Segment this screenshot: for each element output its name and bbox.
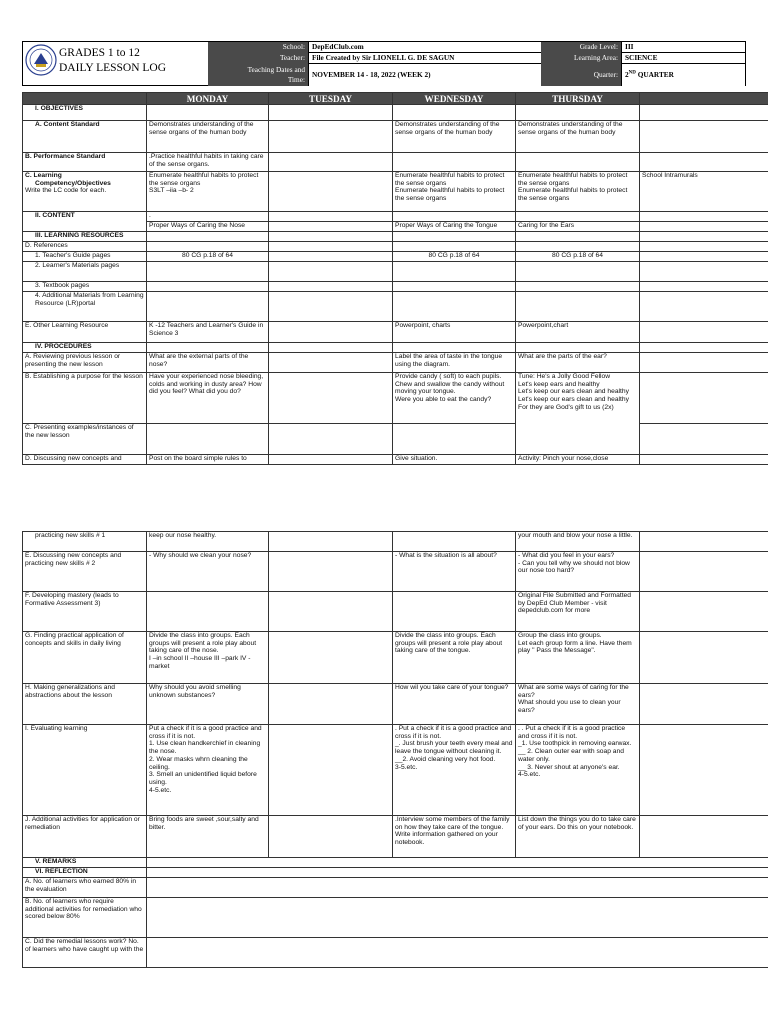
- olr-row: [23, 322, 768, 343]
- am-row: [23, 292, 768, 322]
- am-label: 4. Additional Materials from Learning Resource (LR)portal: [23, 292, 147, 322]
- evaluating-mon: Put a check if it is a good practice and cross if it is not. 1. Use clean handkerchief in cleaning the nose. 2. Wear masks whrn cleaning the ceiling. 3. Smell an unidentified liquid before using. 4-5.etc.: [147, 725, 269, 816]
- area-value: SCIENCE: [621, 53, 745, 64]
- grade-label: Grade Level:: [541, 42, 621, 53]
- reflection-row: [23, 868, 768, 878]
- olr-label: E. Other Learning Resource: [23, 322, 147, 343]
- day-header-blank: [23, 93, 147, 105]
- tb-label: 3. Textbook pages: [23, 282, 147, 292]
- performance-mon: .Practice healthful habits in taking care of the sense organs.: [147, 153, 269, 172]
- content-standard-thu: Demonstrates understanding of the sense organs of the human body: [516, 121, 640, 153]
- teacher-label: Teacher:: [208, 53, 308, 64]
- discussing2-wed: - What is the situation is all about?: [393, 552, 516, 592]
- generalization-thu: What are some ways of caring for the ears? What should you use to clean your ears?: [516, 684, 640, 725]
- mastery-label: F. Developing mastery (leads to Formative Assessment 3): [23, 592, 147, 632]
- competency-thu: Enumerate healthful habits to protect the sense organs Enumerate healthful habits to protect the sense organs: [516, 172, 640, 212]
- purpose-mon: Have your experienced nose bleeding, colds and working in dusty area? How did you feel? What did you do?: [147, 373, 269, 424]
- performance-label: B. Performance Standard: [23, 153, 147, 172]
- remarks-label: V. REMARKS: [23, 858, 147, 868]
- remarks-row: [23, 858, 768, 868]
- objectives-row: [23, 105, 768, 121]
- content-standard-mon: Demonstrates understanding of the sense organs of the human body: [147, 121, 269, 153]
- reflection-a-row: [23, 878, 768, 898]
- reflection-label: VI. REFLECTION: [23, 868, 147, 878]
- content-mon: Proper Ways of Caring the Nose: [147, 222, 269, 232]
- teacher-value: File Created by Sir LIONELL G. DE SAGUN: [308, 53, 541, 64]
- practical-label: G. Finding practical application of concepts and skills in daily living: [23, 632, 147, 684]
- competency-wed: Enumerate healthful habits to protect the sense organs Enumerate healthful habits to protect the sense organs: [393, 172, 516, 212]
- evaluating-label: I. Evaluating learning: [23, 725, 147, 816]
- competency-row: [23, 172, 768, 212]
- additional-label: J. Additional activities for application or remediation: [23, 816, 147, 858]
- dates-label: Teaching Dates and Time:: [208, 64, 308, 86]
- olr-thu: Powerpoint,chart: [516, 322, 640, 343]
- reflection-b-row: [23, 898, 768, 938]
- references-row: [23, 242, 768, 252]
- generalization-mon: Why should you avoid smelling unknown substances?: [147, 684, 269, 725]
- presenting-row: [23, 424, 768, 455]
- content-standard-wed: Demonstrates understanding of the sense organs of the human body: [393, 121, 516, 153]
- practical-mon: Divide the class into groups. Each groups will present a role play about taking care of the nose. I –in school II –house III –park IV -market: [147, 632, 269, 684]
- review-row: [23, 353, 768, 373]
- competency-fri: School Intramurals: [640, 172, 768, 212]
- resources-row: [23, 232, 768, 242]
- reflection-b-label: B. No. of learners who require additional activities for remediation who scored below 80%: [23, 898, 147, 938]
- practical-row: [23, 632, 768, 684]
- discussing1-mon: Post on the board simple rules to: [147, 455, 269, 465]
- competency-mon: Enumerate healthful habits to protect the sense organs S3LT –iia –b- 2: [147, 172, 269, 212]
- olr-mon: K -12 Teachers and Learner's Guide in Science 3: [147, 322, 269, 343]
- lesson-table-page1: [22, 92, 768, 465]
- competency-label: C. Learning Competency/Objectives Write the LC code for each.: [23, 172, 147, 212]
- procedures-row: [23, 343, 768, 353]
- reflection-c-label: C. Did the remedial lessons work? No. of learners who have caught up with the: [23, 938, 147, 968]
- review-wed: Label the area of taste in the tongue using the diagram.: [393, 353, 516, 373]
- generalization-wed: How wil you take care of your tongue?: [393, 684, 516, 725]
- practical-wed: Divide the class into groups. Each groups will present a role play about taking care of the tongue.: [393, 632, 516, 684]
- resources-label: III. LEARNING RESOURCES: [23, 232, 147, 242]
- additional-wed: .Interview some members of the family on how they take care of the tongue. Write information gathered on your notebook.: [393, 816, 516, 858]
- quarter-value: 2ND QUARTER: [621, 64, 745, 86]
- reflection-a-label: A. No. of learners who earned 80% in the evaluation: [23, 878, 147, 898]
- review-thu: What are the parts of the ear?: [516, 353, 640, 373]
- content-wed: Proper Ways of Caring the Tongue: [393, 222, 516, 232]
- area-label: Learning Area:: [541, 53, 621, 64]
- tg-row: [23, 252, 768, 262]
- day-tuesday: TUESDAY: [269, 93, 393, 105]
- references-label: D. References: [23, 242, 147, 252]
- lesson-table-page2: [22, 531, 768, 968]
- lm-label: 2. Learner's Materials pages: [23, 262, 147, 282]
- dates-value: NOVEMBER 14 - 18, 2022 (WEEK 2): [308, 64, 541, 86]
- discussing2-thu: - What did you feel in your ears? - Can you tell why we should not blow our nose too hard?: [516, 552, 640, 592]
- additional-thu: List down the things you do to take care of your ears. Do this on your notebook.: [516, 816, 640, 858]
- additional-mon: Bring foods are sweet ,sour,salty and bitter.: [147, 816, 269, 858]
- day-thursday: THURSDAY: [516, 93, 640, 105]
- performance-row: [23, 153, 768, 172]
- day-friday: [640, 93, 768, 105]
- generalization-row: [23, 684, 768, 725]
- deped-seal-icon: [25, 44, 57, 76]
- content-mon-top: .: [147, 212, 269, 222]
- discussing2-label: E. Discussing new concepts and practicing new skills # 2: [23, 552, 147, 592]
- p2-discussing1-label: practicing new skills # 1: [23, 532, 147, 552]
- tg-label: 1. Teacher's Guide pages: [23, 252, 147, 262]
- mastery-row: [23, 592, 768, 632]
- tg-mon: 80 CG p.18 of 64: [147, 252, 269, 262]
- practical-thu: Group the class into groups. Let each group form a line. Have them play " Pass the Message".: [516, 632, 640, 684]
- tg-thu: 80 CG p.18 of 64: [516, 252, 640, 262]
- procedures-label: IV. PROCEDURES: [23, 343, 147, 353]
- review-label: A. Reviewing previous lesson or presenting the new lesson: [23, 353, 147, 373]
- header-block: [22, 41, 746, 86]
- day-header-row: [23, 93, 768, 105]
- reflection-c-row: [23, 938, 768, 968]
- content-label: II. CONTENT: [23, 212, 147, 232]
- day-monday: MONDAY: [147, 93, 269, 105]
- purpose-row: [23, 373, 768, 424]
- discussing1-thu: Activity: Pinch your nose,close: [516, 455, 640, 465]
- quarter-label: Quarter:: [541, 64, 621, 86]
- content-standard-label: A. Content Standard: [23, 121, 147, 153]
- additional-row: [23, 816, 768, 858]
- purpose-thu: Tune: He's a Jolly Good Fellow Let's keep ears and healthy Let's keep our ears clean and healthy Let's keep our ears clean and healthy For they are God's gift to us (2x): [516, 373, 640, 455]
- p2-discussing1-mon: keep our nose healthy.: [147, 532, 269, 552]
- school-value: DepEdClub.com: [308, 42, 541, 53]
- lm-row: [23, 262, 768, 282]
- content-row-top: [23, 212, 768, 222]
- evaluating-row: [23, 725, 768, 816]
- day-wednesday: WEDNESDAY: [393, 93, 516, 105]
- mastery-thu: Original File Submitted and Formatted by DepEd Club Member - visit depedclub.com for more: [516, 592, 640, 632]
- presenting-label: C. Presenting examples/instances of the new lesson: [23, 424, 147, 455]
- discussing2-mon: - Why should we clean your nose?: [147, 552, 269, 592]
- grade-value: III: [621, 42, 745, 53]
- content-standard-row: [23, 121, 768, 153]
- olr-wed: Powerpoint, charts: [393, 322, 516, 343]
- evaluating-wed: . Put a check if it is a good practice and cross if it is not. _. Just brush your teeth every meal and leave the tongue without cleaning it. __2. Avoid cleaning very hot food. 3-5.etc.: [393, 725, 516, 816]
- p2-discussing1-thu: your mouth and blow your nose a little.: [516, 532, 640, 552]
- discussing1-row: [23, 455, 768, 465]
- school-label: School:: [208, 42, 308, 53]
- discussing2-row: [23, 552, 768, 592]
- evaluating-thu: . . Put a check if it is a good practice and cross if it is not. _1. Use toothpick in removing earwax. __ 2. Clean outer ear with soap and water only. __ 3. Never shout at anyone's ear. 4-5.etc.: [516, 725, 640, 816]
- objectives-heading: I. OBJECTIVES: [23, 105, 147, 121]
- content-thu: Caring for the Ears: [516, 222, 640, 232]
- header-title-line2: DAILY LESSON LOG: [59, 62, 167, 74]
- purpose-wed: Provide candy ( soft) to each pupils. Chew and swallow the candy without moving your tongue. Were you able to eat the candy?: [393, 373, 516, 424]
- header-title-line1: GRADES 1 to 12: [59, 47, 140, 59]
- p2-discussing1-row: [23, 532, 768, 552]
- discussing1-wed: Give situation.: [393, 455, 516, 465]
- tg-wed: 80 CG p.18 of 64: [393, 252, 516, 262]
- generalization-label: H. Making generalizations and abstractions about the lesson: [23, 684, 147, 725]
- tb-row: [23, 282, 768, 292]
- purpose-label: B. Establishing a purpose for the lesson: [23, 373, 147, 424]
- review-mon: What are the external parts of the nose?: [147, 353, 269, 373]
- discussing1-label: D. Discussing new concepts and: [23, 455, 147, 465]
